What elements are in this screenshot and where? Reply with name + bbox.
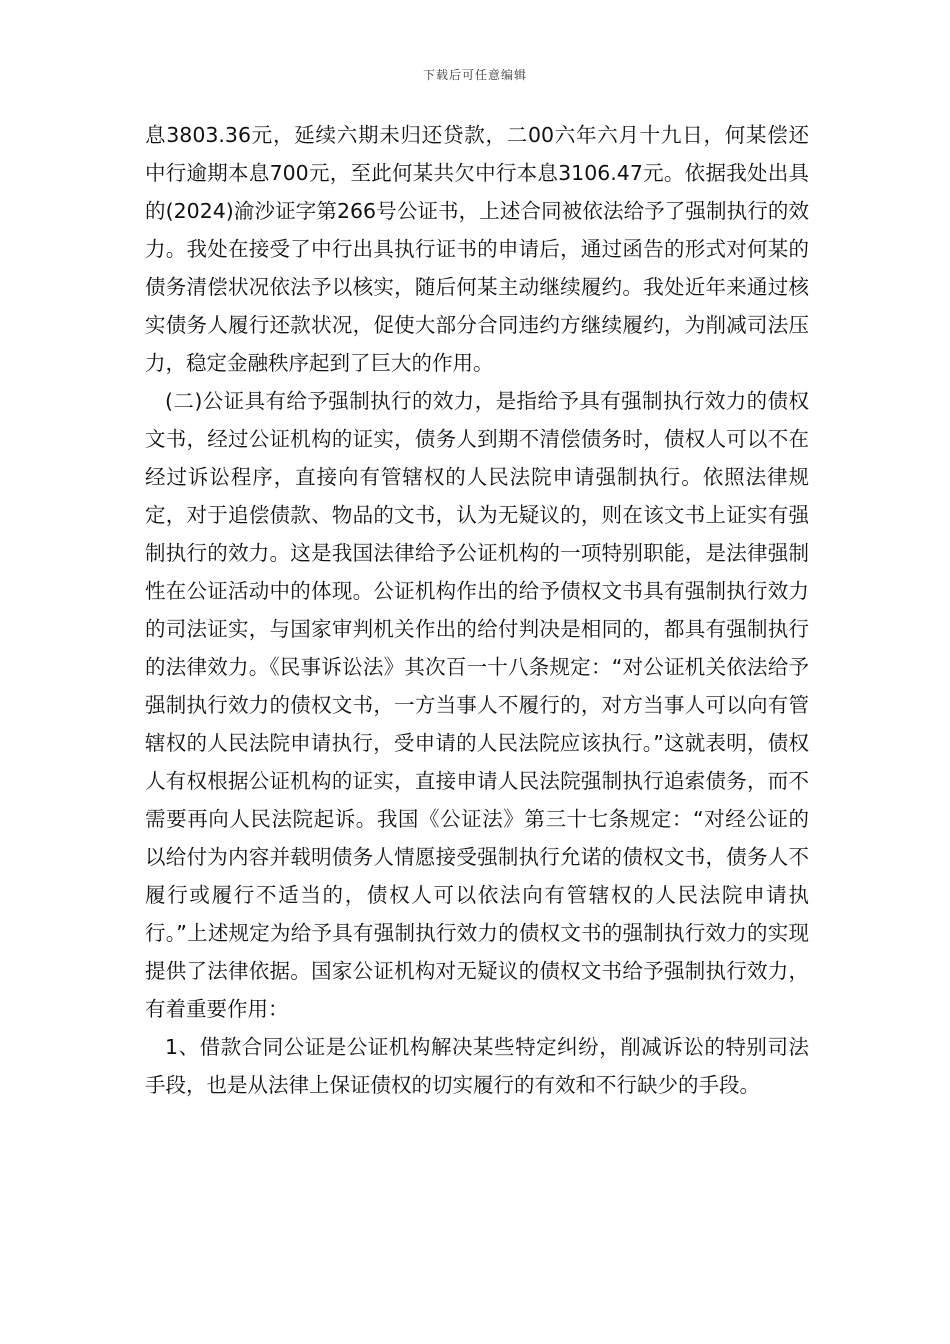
header-note: 下载后可任意编辑	[422, 68, 527, 82]
document-body	[145, 116, 809, 1104]
paragraph-continuation: 息3803.36元，延续六期未归还贷款，二00六年六月十九日，何某偿还中行逾期本息700元，至此何某共欠中行本息3106.47元。依据我处出具的(2024)渝沙证字第266号公证书，上述合同被依法给予了强制执行的效力。我处在接受了中行出具执行证书的申请后，通过函告的形式对何某的债务清偿状况依法予以核实，随后何某主动继续履约。我处近年来通过核实债务人履行还款状况，促使大部分合同违约方继续履约，为削减司法压力，稳定金融秩序起到了巨大的作用。	[145, 123, 809, 375]
paragraph-item-one: 1、借款合同公证是公证机构解决某些特定纠纷，削减诉讼的特别司法手段，也是从法律上保证债权的切实履行的有效和不行缺少的手段。	[145, 1035, 809, 1097]
paragraph-section-two: (二)公证具有给予强制执行的效力，是指给予具有强制执行效力的债权文书，经过公证机构的证实，债务人到期不清偿债务时，债权人可以不在经过诉讼程序，直接向有管辖权的人民法院申请强制执行。依照法律规定，对于追偿债款、物品的文书，认为无疑议的，则在该文书上证实有强制执行的效力。这是我国法律给予公证机构的一项特别职能，是法律强制性在公证活动中的体现。公证机构作出的给予债权文书具有强制执行效力的司法证实，与国家审判机关作出的给付判决是相同的，都具有强制执行的法律效力。《民事诉讼法》其次百一十八条规定：“对公证机关依法给予强制执行效力的债权文书，一方当事人不履行的，对方当事人可以向有管辖权的人民法院申请执行，受申请的人民法院应该执行。”这就表明，债权人有权根据公证机构的证实，直接申请人民法院强制执行追索债务，而不需要再向人民法院起诉。我国《公证法》第三十七条规定：“对经公证的以给付为内容并载明债务人情愿接受强制执行允诺的债权文书，债务人不履行或履行不适当的，债权人可以依法向有管辖权的人民法院申请执行。”上述规定为给予具有强制执行效力的债权文书的强制执行效力的实现提供了法律依据。国家公证机构对无疑议的债权文书给予强制执行效力，有着重要作用：	[145, 389, 809, 1021]
